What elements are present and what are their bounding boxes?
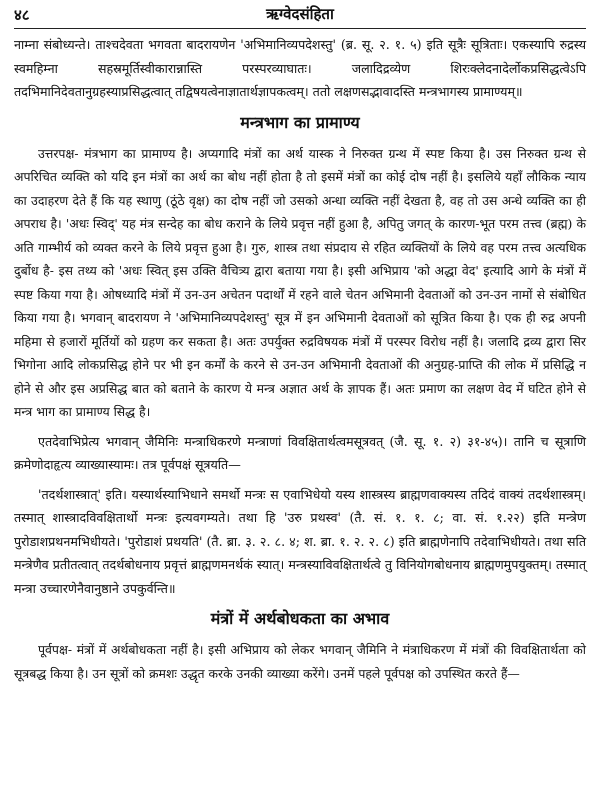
sanskrit-paragraph-3: 'तदर्थशास्त्रात्' इति। यस्यार्थस्याभिधाने समर्थो मन्त्रः स एवाभिधेयो यस्य शास्त्रस्य ब्राह्मणवाक्यस्य तदिदं वाक्यं तदर्थशास्त्रम्। तस्मात् शास्त्रादविवक्षितार्थो मन्त्रः इत्यवगम्यते। तथा हि 'उरु प्रथस्व' (तै. सं. १. १. ८; वा. सं. १.२२) इति मन्त्रेण पुरोडाशप्रथनमभिधीयते। 'पुरोडाशं प्रथयति' (तै. ब्रा. ३. २. ८. ४; श. ब्रा. १. २. २. ८) इति ब्राह्मणेनापि तदेवाभिधीयते। तथा सति मन्त्रेणैव प्रतीतत्वात् तदर्थबोधनाय प्रवृत्तं ब्राह्मणमनर्थकं स्यात्। मन्त्रस्याविवक्षितार्थत्वे तु विनियोगबोधनाय ब्राह्मणमुपयुक्तम्। तस्मात् मन्त्रा उच्चारणेनैवानुष्ठाने उपकुर्वन्ति॥ bbox=[14, 486, 586, 596]
running-header bbox=[14, 6, 586, 29]
section-heading-2: मंत्रों में अर्थबोधकता का अभाव bbox=[210, 609, 390, 628]
sanskrit-paragraph-1: नाम्ना संबोध्यन्ते। ताश्चदेवता भगवता बादरायणेन 'अभिमानिव्यपदेशस्तु' (ब्र. सू. २. १. ५) इति सूत्रैः सूत्रिताः। एकस्यापि रुद्रस्य स्वमहिम्ना सहस्रमूर्तिस्वीकारान्नास्ति परस्परव्याघातः। जलादिद्रव्येण शिरःक्लेदनादेर्लोकप्रसिद्धत्वेऽपि तदभिमानिदेवतानुग्रहस्याप्रसिद्धत्वात् तद्विषयत्वेनाज्ञातार्थज्ञापकत्वम्। ततो लक्षणसद्भावादस्ति मन्त्रभागस्य प्रामाण्यम्॥ bbox=[14, 37, 586, 99]
section-heading-1: मन्त्रभाग का प्रामाण्य bbox=[240, 112, 360, 132]
page-number: ४८ bbox=[14, 6, 30, 24]
running-title: ऋग्वेदसंहिता bbox=[266, 5, 334, 23]
sanskrit-paragraph-2: एतदेवाभिप्रेत्य भगवान् जैमिनिः मन्त्राधिकरणे मन्त्राणां विवक्षितार्थत्वमसूत्रवत् (जै. सू. १. २) ३१-४५)। तानि च सूत्राणि क्रमेणोदाहृत्य व्याख्यास्यामः। तत्र पूर्वपक्षं सूत्रयति— bbox=[14, 433, 586, 472]
hindi-paragraph-2: पूर्वपक्ष- मंत्रों में अर्थबोधकता नहीं है। इसी अभिप्राय को लेकर भगवान् जैमिनि ने मंत्राधिकरण में मंत्रों की विवक्षितार्थता को सूत्रबद्ध किया है। उन सूत्रों को क्रमशः उद्धृत करके उनकी व्याख्या करेंगे। उनमें पहले पूर्वपक्ष को उपस्थित करते हैं— bbox=[14, 642, 586, 681]
hindi-paragraph-1: उत्तरपक्ष- मंत्रभाग का प्रामाण्य है। अप्यगादि मंत्रों का अर्थ यास्क ने निरुक्त ग्रन्थ में स्पष्ट किया है। उस निरुक्त ग्रन्थ से अपरिचित व्यक्ति को यदि इन मंत्रों का अर्थ का बोध नहीं होता है तो इसमें मंत्रों का कोई दोष नहीं है। इसलिये यहाँ लौकिक न्याय का उदाहरण देते हैं कि यह स्थाणु (ठूंठे वृक्ष) का दोष नहीं जो उसको अन्धा व्यक्ति नहीं देखता है, वह तो उस अन्धे व्यक्ति का ही अपराध है। 'अधः स्विद्' यह मंत्र सन्देह का बोध कराने के लिये प्रवृत्त नहीं हुआ है, अपितु जगत् के कारण-भूत परम तत्त्व (ब्रह्म) के अति गाम्भीर्य को व्यक्त करने के लिये प्रवृत्त हुआ है। गुरु, शास्त्र तथा संप्रदाय से रहित व्यक्तियों के लिये वह परम तत्त्व अत्यधिक दुर्बोध है- इस तथ्य को 'अधः स्वित् इस उक्ति वैचित्र्य द्वारा बताया गया है। इसी अभिप्राय 'को अद्धा वेद' इत्यादि आगे के मंत्रों में स्पष्ट किया गया है। ओषध्यादि मंत्रों में उन-उन अचेतन पदार्थों में रहने वाले चेतन अभिमानी देवताओं को उन-उन नामों से संबोधित किया गया है। भगवान् बादरायण ने 'अभिमानिव्यपदेशस्तु' सूत्र में इन अभिमानी देवताओं को सूत्रित किया है। एक ही रुद्र अपनी महिमा से हजारों मूर्तियों को ग्रहण कर सकता है। अतः उपर्युक्त रुद्रविषयक मंत्रों में परस्पर विरोध नहीं है। जलादि द्रव्य द्वारा सिर भिगोना आदि लोकप्रसिद्ध होने पर भी इन कर्मों के करने से उन-उन अभिमानी देवताओं की अनुग्रह-प्राप्ति की लोक में प्रसिद्धि न होने से और इस अप्रसिद्ध बात को बताने के कारण ये मन्त्र अज्ञात अर्थ के ज्ञापक हैं। अतः प्रमाण का लक्षण वेद में घटित होने से मन्त्र भाग का प्रामाण्य सिद्ध है। bbox=[14, 145, 586, 419]
